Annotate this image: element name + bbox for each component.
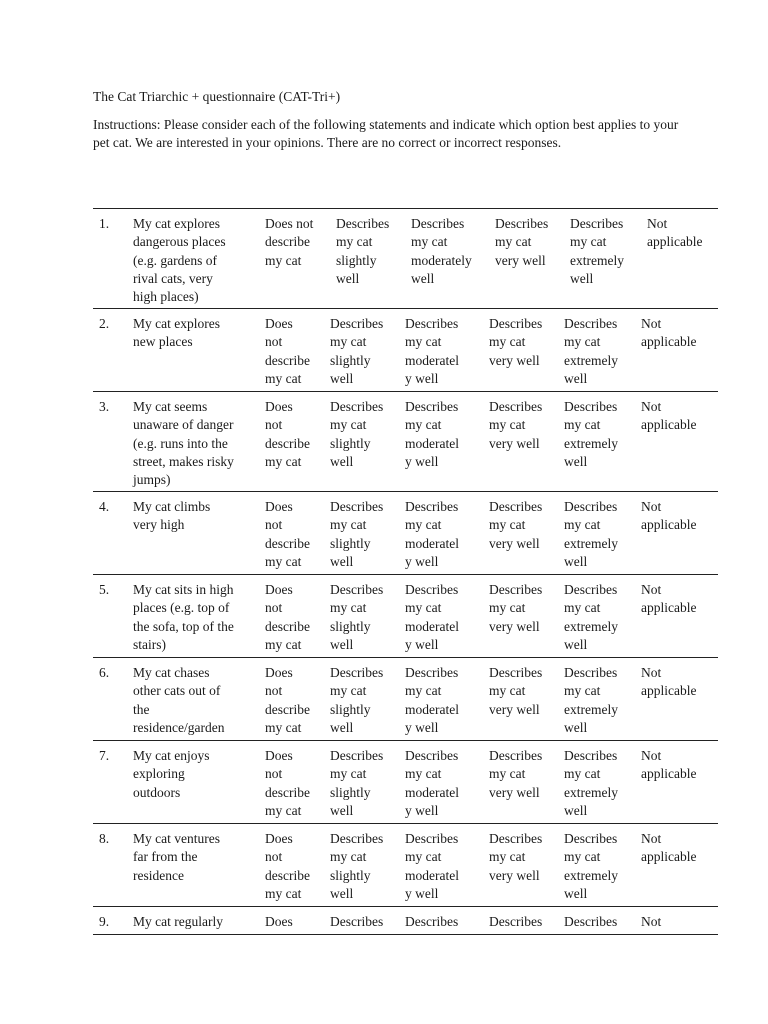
option-very-well[interactable]: Describes my cat very well xyxy=(489,399,543,451)
option-very-well[interactable]: Describes xyxy=(489,914,543,929)
option-slightly-well[interactable]: Describes my cat slightly well xyxy=(336,216,390,286)
item-number: 8. xyxy=(99,831,110,846)
option-extremely-well[interactable]: Describes my cat extremely well xyxy=(564,316,618,386)
option-does-not-describe[interactable]: Does not describe my cat xyxy=(265,316,310,386)
table-rule xyxy=(93,574,718,575)
option-extremely-well[interactable]: Describes my cat extremely well xyxy=(564,582,618,652)
option-moderately-well[interactable]: Describes my cat moderatel y well xyxy=(405,582,459,652)
option-extremely-well[interactable]: Describes my cat extremely well xyxy=(564,399,618,469)
option-slightly-well[interactable]: Describes my cat slightly well xyxy=(330,831,384,901)
item-statement: My cat seems unaware of danger (e.g. runs into the street, makes risky jumps) xyxy=(133,399,234,488)
item-statement: My cat sits in high places (e.g. top of the sofa, top of the stairs) xyxy=(133,582,234,652)
option-moderately-well[interactable]: Describes my cat moderatel y well xyxy=(405,399,459,469)
option-moderately-well[interactable]: Describes xyxy=(405,914,459,929)
option-does-not-describe[interactable]: Does xyxy=(265,914,293,929)
option-very-well[interactable]: Describes my cat very well xyxy=(489,831,543,883)
option-does-not-describe[interactable]: Does not describe my cat xyxy=(265,399,310,469)
option-not-applicable[interactable]: Not applicable xyxy=(641,316,697,350)
option-does-not-describe[interactable]: Does not describe my cat xyxy=(265,216,314,268)
table-rule xyxy=(93,823,718,824)
item-number: 7. xyxy=(99,748,110,763)
option-very-well[interactable]: Describes my cat very well xyxy=(489,665,543,717)
item-statement: My cat climbs very high xyxy=(133,499,211,533)
item-number: 6. xyxy=(99,665,110,680)
option-slightly-well[interactable]: Describes xyxy=(330,914,384,929)
item-statement: My cat regularly xyxy=(133,914,223,929)
option-moderately-well[interactable]: Describes my cat moderatel y well xyxy=(405,748,459,818)
option-moderately-well[interactable]: Describes my cat moderatel y well xyxy=(405,499,459,569)
item-number: 2. xyxy=(99,316,110,331)
table-rule xyxy=(93,208,718,209)
item-number: 1. xyxy=(99,216,110,231)
option-moderately-well[interactable]: Describes my cat moderatel y well xyxy=(405,316,459,386)
option-extremely-well[interactable]: Describes my cat extremely well xyxy=(564,831,618,901)
item-number: 4. xyxy=(99,499,110,514)
item-statement: My cat ventures far from the residence xyxy=(133,831,220,883)
option-not-applicable[interactable]: Not applicable xyxy=(641,831,697,865)
option-not-applicable[interactable]: Not applicable xyxy=(641,582,697,616)
option-moderately-well[interactable]: Describes my cat moderatel y well xyxy=(405,665,459,735)
table-rule xyxy=(93,491,718,492)
document-title: The Cat Triarchic + questionnaire (CAT-Tri+) xyxy=(93,89,341,104)
option-extremely-well[interactable]: Describes my cat extremely well xyxy=(570,216,624,286)
option-moderately-well[interactable]: Describes my cat moderatel y well xyxy=(405,831,459,901)
option-does-not-describe[interactable]: Does not describe my cat xyxy=(265,665,310,735)
item-statement: My cat explores new places xyxy=(133,316,220,350)
table-rule xyxy=(93,906,718,907)
item-number: 5. xyxy=(99,582,110,597)
option-extremely-well[interactable]: Describes my cat extremely well xyxy=(564,665,618,735)
option-extremely-well[interactable]: Describes my cat extremely well xyxy=(564,748,618,818)
option-very-well[interactable]: Describes my cat very well xyxy=(489,499,543,551)
option-moderately-well[interactable]: Describes my cat moderately well xyxy=(411,216,472,286)
option-does-not-describe[interactable]: Does not describe my cat xyxy=(265,831,310,901)
option-not-applicable[interactable]: Not xyxy=(641,914,662,929)
table-rule xyxy=(93,934,718,935)
item-number: 9. xyxy=(99,914,110,929)
option-slightly-well[interactable]: Describes my cat slightly well xyxy=(330,316,384,386)
option-extremely-well[interactable]: Describes my cat extremely well xyxy=(564,499,618,569)
option-slightly-well[interactable]: Describes my cat slightly well xyxy=(330,499,384,569)
option-not-applicable[interactable]: Not applicable xyxy=(641,748,697,782)
table-rule xyxy=(93,740,718,741)
option-not-applicable[interactable]: Not applicable xyxy=(641,665,697,699)
option-slightly-well[interactable]: Describes my cat slightly well xyxy=(330,582,384,652)
item-statement: My cat enjoys exploring outdoors xyxy=(133,748,210,800)
option-extremely-well[interactable]: Describes xyxy=(564,914,618,929)
table-rule xyxy=(93,308,718,309)
item-statement: My cat explores dangerous places (e.g. gardens of rival cats, very high places) xyxy=(133,216,226,305)
table-rule xyxy=(93,657,718,658)
option-does-not-describe[interactable]: Does not describe my cat xyxy=(265,748,310,818)
table-rule xyxy=(93,391,718,392)
option-slightly-well[interactable]: Describes my cat slightly well xyxy=(330,748,384,818)
option-slightly-well[interactable]: Describes my cat slightly well xyxy=(330,399,384,469)
option-not-applicable[interactable]: Not applicable xyxy=(647,216,703,250)
option-not-applicable[interactable]: Not applicable xyxy=(641,399,697,433)
option-does-not-describe[interactable]: Does not describe my cat xyxy=(265,582,310,652)
instructions-paragraph: Instructions: Please consider each of the following statements and indicate which option best applies to your pet cat. We are interested in your opinions. There are no correct or incorrect responses. xyxy=(93,117,679,150)
option-does-not-describe[interactable]: Does not describe my cat xyxy=(265,499,310,569)
option-very-well[interactable]: Describes my cat very well xyxy=(489,748,543,800)
option-very-well[interactable]: Describes my cat very well xyxy=(489,582,543,634)
option-slightly-well[interactable]: Describes my cat slightly well xyxy=(330,665,384,735)
option-very-well[interactable]: Describes my cat very well xyxy=(495,216,549,268)
option-very-well[interactable]: Describes my cat very well xyxy=(489,316,543,368)
item-number: 3. xyxy=(99,399,110,414)
option-not-applicable[interactable]: Not applicable xyxy=(641,499,697,533)
item-statement: My cat chases other cats out of the residence/garden xyxy=(133,665,225,735)
